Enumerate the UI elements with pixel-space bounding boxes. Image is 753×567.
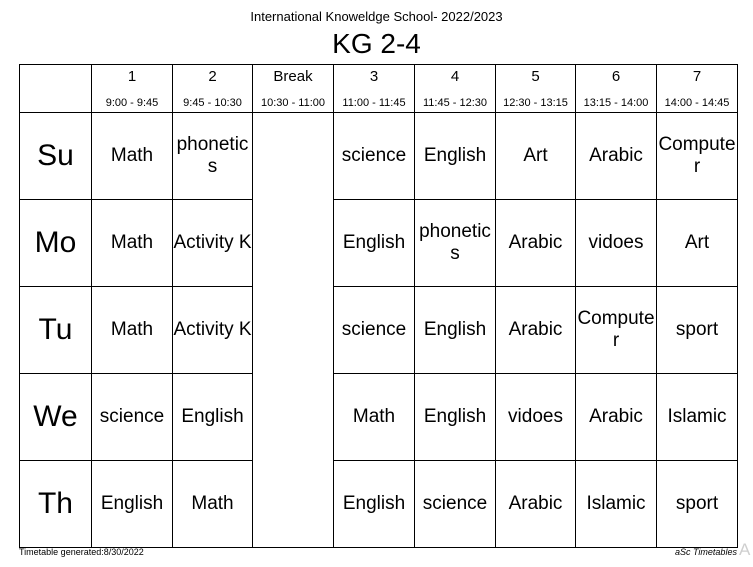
class-title: KG 2-4 — [332, 28, 421, 59]
lesson-cell: Art — [496, 113, 576, 200]
period-number: 5 — [531, 68, 540, 85]
school-title: International Knoweldge School- 2022/2023 — [250, 9, 503, 24]
lesson-cell: science — [334, 113, 415, 200]
period-time: 13:15 - 14:00 — [583, 97, 649, 109]
header-row — [20, 65, 738, 113]
period-number: 4 — [450, 68, 460, 85]
lesson-cell: English — [334, 200, 415, 287]
lesson-cell: phonetics — [173, 113, 253, 200]
period-time: 12:30 - 13:15 — [503, 97, 568, 109]
day-label: We — [20, 374, 92, 461]
lesson-cell: English — [415, 113, 496, 200]
lesson-cell: Math — [92, 200, 173, 287]
lesson-cell: Activity K — [173, 287, 253, 374]
period-header — [576, 65, 657, 113]
day-label: Th — [20, 461, 92, 548]
lesson-cell: Islamic — [576, 461, 657, 548]
day-label: Su — [20, 113, 92, 200]
day-label: Mo — [20, 200, 92, 287]
period-header — [334, 65, 415, 113]
period-header — [657, 65, 738, 113]
period-time: 11:00 - 11:45 — [342, 97, 406, 109]
lesson-cell: Math — [334, 374, 415, 461]
lesson-cell: English — [415, 374, 496, 461]
break-column — [253, 113, 334, 548]
period-header — [173, 65, 253, 113]
corner-glyph: A — [739, 540, 751, 559]
generated-date: Timetable generated:8/30/2022 — [19, 547, 144, 557]
lesson-cell: science — [92, 374, 173, 461]
period-number: 3 — [369, 68, 379, 85]
break-label: Break — [273, 68, 313, 85]
lesson-cell: English — [415, 287, 496, 374]
lesson-cell: English — [334, 461, 415, 548]
day-row-tu — [20, 287, 738, 374]
brand-label: aSc Timetables — [675, 547, 737, 557]
lesson-cell: phonetics — [415, 200, 496, 287]
lesson-cell: sport — [657, 287, 738, 374]
period-time: 14:00 - 14:45 — [664, 97, 730, 109]
period-number: 6 — [611, 68, 621, 85]
period-number: 1 — [127, 68, 137, 85]
period-number: 2 — [208, 68, 217, 85]
period-header — [92, 65, 173, 113]
lesson-cell: vidoes — [576, 200, 657, 287]
lesson-cell: Arabic — [576, 374, 657, 461]
lesson-cell: Math — [173, 461, 253, 548]
period-time: 9:00 - 9:45 — [105, 97, 159, 109]
lesson-cell: Computer — [576, 287, 657, 374]
period-time: 9:45 - 10:30 — [183, 97, 242, 109]
timetable — [19, 64, 738, 548]
lesson-cell: English — [92, 461, 173, 548]
lesson-cell: Math — [92, 113, 173, 200]
lesson-cell: Arabic — [496, 287, 576, 374]
lesson-cell: sport — [657, 461, 738, 548]
lesson-cell: Arabic — [496, 461, 576, 548]
day-row-th — [20, 461, 738, 548]
lesson-cell: Math — [92, 287, 173, 374]
day-row-we — [20, 374, 738, 461]
lesson-cell: science — [334, 287, 415, 374]
break-header — [253, 65, 334, 113]
lesson-cell: Islamic — [657, 374, 738, 461]
period-header — [496, 65, 576, 113]
corner-cell — [20, 65, 92, 113]
lesson-cell: science — [415, 461, 496, 548]
period-header — [415, 65, 496, 113]
day-label: Tu — [20, 287, 92, 374]
lesson-cell: English — [173, 374, 253, 461]
lesson-cell: Computer — [657, 113, 738, 200]
day-row-su — [20, 113, 738, 200]
lesson-cell: vidoes — [496, 374, 576, 461]
lesson-cell: Art — [657, 200, 738, 287]
period-number: 7 — [692, 68, 702, 85]
break-time: 10:30 - 11:00 — [260, 97, 325, 109]
lesson-cell: Arabic — [496, 200, 576, 287]
lesson-cell: Arabic — [576, 113, 657, 200]
period-time: 11:45 - 12:30 — [422, 97, 487, 109]
lesson-cell: Activity K — [173, 200, 253, 287]
day-row-mo — [20, 200, 738, 287]
